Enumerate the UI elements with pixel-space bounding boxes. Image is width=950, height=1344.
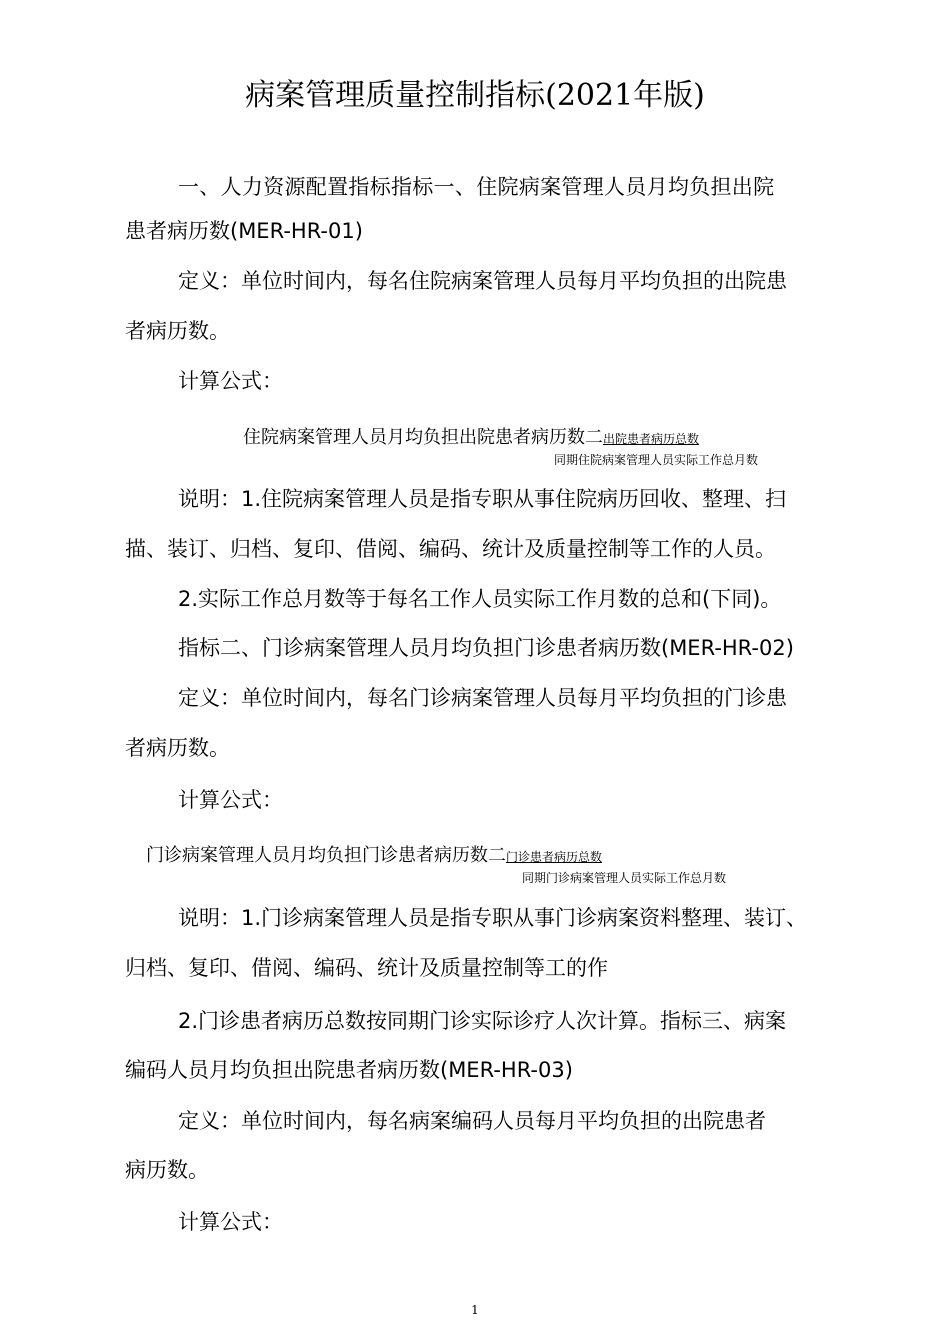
section2-note1-line2: 归档、复印、借阅、编码、统计及质量控制等工的作 <box>125 956 608 980</box>
section1-definition-line1: 定义：单位时间内，每名住院病案管理人员每月平均负担的出院患 <box>178 269 787 293</box>
section1-formula-denominator: 同期住院病案管理人员实际工作总月数 <box>554 453 759 467</box>
section2-formula-lhs: 门诊病案管理人员月均负担门诊患者病历数二 <box>146 845 506 866</box>
section3-definition-line2: 病历数。 <box>125 1158 209 1182</box>
section1-formula-numerator: 出院患者病历总数 <box>603 432 700 446</box>
section1-note1-line2: 描、装订、归档、复印、借阅、编码、统计及质量控制等工作的人员。 <box>125 537 776 561</box>
section2-note1-line1: 说明：1.门诊病案管理人员是指专职从事门诊病案资料整理、装订、 <box>178 906 808 930</box>
section2-definition-line1: 定义：单位时间内，每名门诊病案管理人员每月平均负担的门诊患 <box>178 686 787 710</box>
section2-note2-line1: 2.门诊患者病历总数按同期门诊实际诊疗人次计算。指标三、病案 <box>178 1009 787 1033</box>
section1-definition-line2: 者病历数。 <box>125 319 230 343</box>
section3-definition-line1: 定义：单位时间内，每名病案编码人员每月平均负担的出院患者 <box>178 1109 766 1133</box>
section1-note2: 2.实际工作总月数等于每名工作人员实际工作月数的总和(下同)。 <box>178 587 782 611</box>
section3-formula-label: 计算公式： <box>178 1210 283 1234</box>
section2-definition-line2: 者病历数。 <box>125 736 230 760</box>
document-title: 病案管理质量控制指标(2021年版) <box>245 78 705 113</box>
section1-heading-line1: 一、人力资源配置指标指标一、住院病案管理人员月均负担出院 <box>178 175 775 199</box>
section2-formula-numerator: 门诊患者病历总数 <box>506 850 603 864</box>
section2-formula-label: 计算公式： <box>178 788 283 812</box>
page-number: 1 <box>471 1303 479 1317</box>
section1-formula-label: 计算公式： <box>178 369 283 393</box>
section2-heading: 指标二、门诊病案管理人员月均负担门诊患者病历数(MER-HR-02) <box>178 636 794 660</box>
section1-note1-line1: 说明：1.住院病案管理人员是指专职从事住院病历回收、整理、扫 <box>178 487 787 511</box>
section1-formula-lhs: 住院病案管理人员月均负担出院患者病历数二 <box>243 427 603 448</box>
section1-heading-line2: 患者病历数(MER-HR-01) <box>125 219 363 243</box>
section2-note2-line2: 编码人员月均负担出院患者病历数(MER-HR-03) <box>125 1058 573 1082</box>
section2-formula-denominator: 同期门诊病案管理人员实际工作总月数 <box>522 871 727 885</box>
section1-formula <box>243 426 699 451</box>
section2-formula <box>146 844 602 869</box>
